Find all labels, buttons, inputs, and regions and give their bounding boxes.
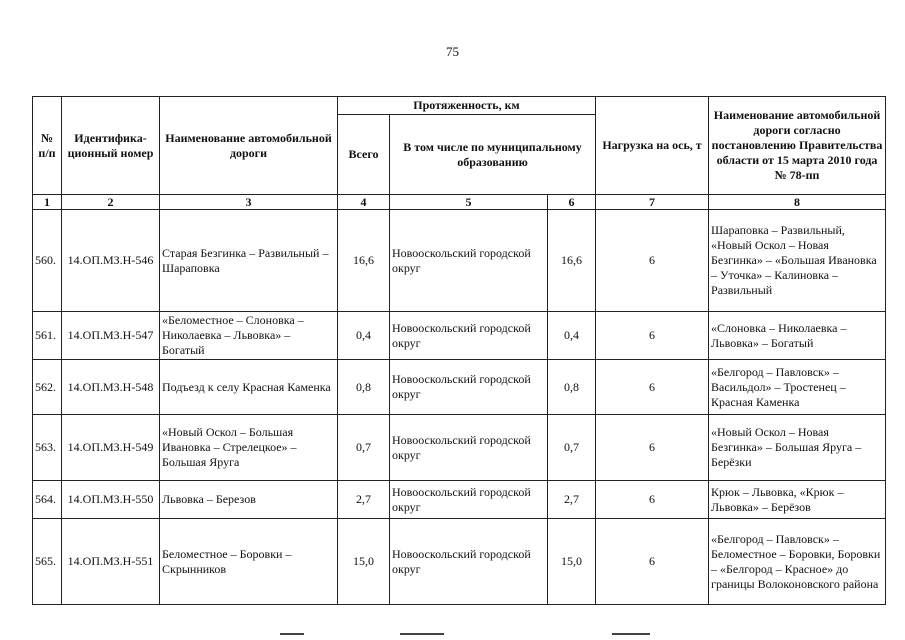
length-total: 0,7 (338, 415, 390, 481)
page-number: 75 (446, 44, 459, 59)
municipality: Новооскольский городской округ (390, 210, 548, 312)
column-number: 3 (160, 195, 338, 210)
road-id: 14.ОП.МЗ.Н-547 (62, 312, 160, 360)
decree-road-name: «Белгород – Павловск» – Васильдол» – Тростенец – Красная Каменка (709, 360, 886, 415)
column-number: 2 (62, 195, 160, 210)
axle-load: 6 (596, 360, 709, 415)
header-col-name: Наименование автомобильной дороги (160, 97, 338, 195)
municipality: Новооскольский городской округ (390, 415, 548, 481)
axle-load: 6 (596, 481, 709, 519)
header-col-length-group: Протяженность, км (338, 97, 596, 115)
header-col-total: Всего (338, 115, 390, 195)
column-number: 6 (548, 195, 596, 210)
table-row (33, 360, 886, 415)
municipality: Новооскольский городской округ (390, 481, 548, 519)
decree-road-name: «Слоновка – Николаевка – Львовка» – Богатый (709, 312, 886, 360)
municipality-length: 2,7 (548, 481, 596, 519)
column-number: 1 (33, 195, 62, 210)
row-number: 562. (33, 360, 62, 415)
table-row (33, 210, 886, 312)
row-number: 560. (33, 210, 62, 312)
road-id: 14.ОП.МЗ.Н-549 (62, 415, 160, 481)
road-name: Львовка – Березов (160, 481, 338, 519)
road-name: Старая Безгинка – Развильный – Шараповка (160, 210, 338, 312)
length-total: 0,8 (338, 360, 390, 415)
road-name: «Беломестное – Слоновка – Николаевка – Львовка» – Богатый (160, 312, 338, 360)
column-number: 5 (390, 195, 548, 210)
header-col-id: Идентифика-ционный номер (62, 97, 160, 195)
row-number: 564. (33, 481, 62, 519)
road-id: 14.ОП.МЗ.Н-550 (62, 481, 160, 519)
municipality-length: 0,8 (548, 360, 596, 415)
header-col-no: № п/п (33, 97, 62, 195)
column-number: 4 (338, 195, 390, 210)
roads-table (32, 96, 886, 605)
axle-load: 6 (596, 312, 709, 360)
table-row (33, 481, 886, 519)
municipality: Новооскольский городской округ (390, 519, 548, 605)
decree-road-name: «Белгород – Павловск» – Беломестное – Боровки, Боровки – «Белгород – Красное» до границы Волоконовского района (709, 519, 886, 605)
length-total: 15,0 (338, 519, 390, 605)
road-id: 14.ОП.МЗ.Н-546 (62, 210, 160, 312)
road-name: Подъезд к селу Красная Каменка (160, 360, 338, 415)
table-row (33, 519, 886, 605)
road-id: 14.ОП.МЗ.Н-551 (62, 519, 160, 605)
header-col-decree: Наименование автомобильной дороги согласно постановлению Правительства области от 15 марта 2010 года № 78-пп (709, 97, 886, 195)
municipality: Новооскольский городской округ (390, 360, 548, 415)
axle-load: 6 (596, 519, 709, 605)
road-name: «Новый Оскол – Большая Ивановка – Стрелецкое» – Большая Яруга (160, 415, 338, 481)
road-name: Беломестное – Боровки – Скрынников (160, 519, 338, 605)
column-number: 7 (596, 195, 709, 210)
table-row (33, 312, 886, 360)
row-number: 565. (33, 519, 62, 605)
table-row (33, 415, 886, 481)
municipality-length: 0,4 (548, 312, 596, 360)
decree-road-name: Крюк – Львовка, «Крюк – Львовка» – Берёзов (709, 481, 886, 519)
scan-edge-marks (0, 633, 905, 637)
decree-road-name: «Новый Оскол – Новая Безгинка» – Большая Яруга – Берёзки (709, 415, 886, 481)
municipality-length: 15,0 (548, 519, 596, 605)
length-total: 16,6 (338, 210, 390, 312)
axle-load: 6 (596, 415, 709, 481)
row-number: 563. (33, 415, 62, 481)
length-total: 0,4 (338, 312, 390, 360)
municipality: Новооскольский городской округ (390, 312, 548, 360)
length-total: 2,7 (338, 481, 390, 519)
municipality-length: 0,7 (548, 415, 596, 481)
row-number: 561. (33, 312, 62, 360)
column-number: 8 (709, 195, 886, 210)
decree-road-name: Шараповка – Развильный, «Новый Оскол – Новая Безгинка» – «Большая Ивановка – Уточка» – Калиновка – Развильный (709, 210, 886, 312)
road-id: 14.ОП.МЗ.Н-548 (62, 360, 160, 415)
header-col-incl: В том числе по муниципальному образованию (390, 115, 596, 195)
header-col-load: Нагрузка на ось, т (596, 97, 709, 195)
municipality-length: 16,6 (548, 210, 596, 312)
axle-load: 6 (596, 210, 709, 312)
